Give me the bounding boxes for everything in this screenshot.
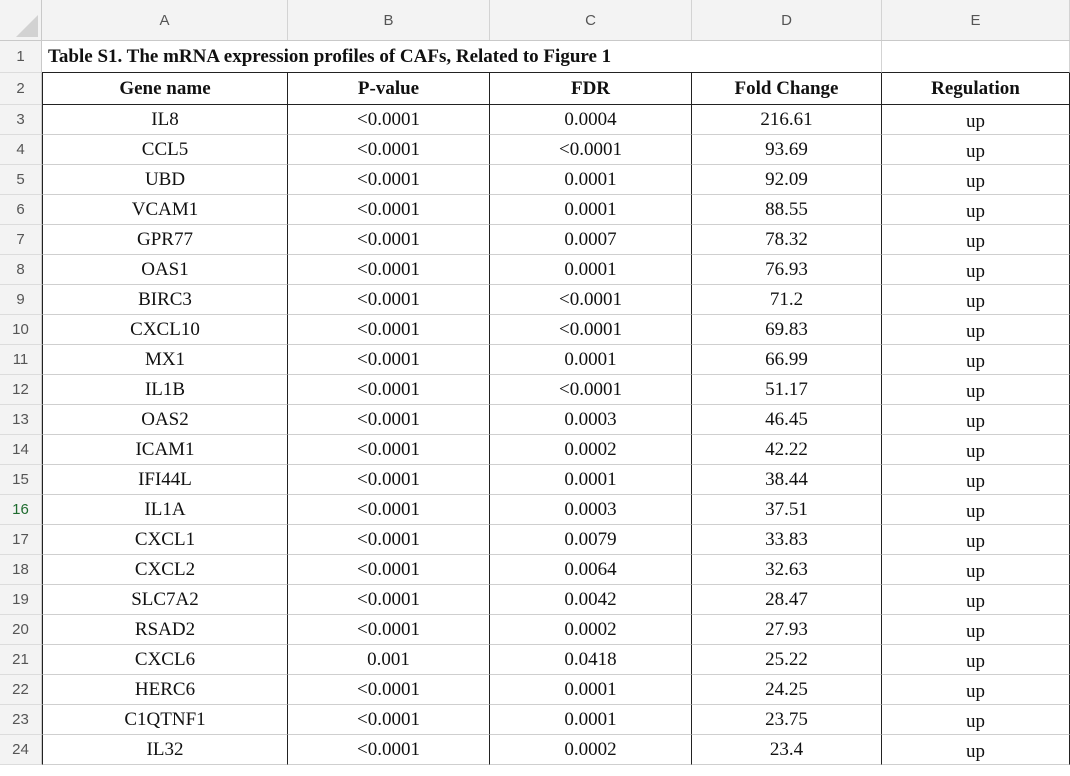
cell-fdr[interactable]: 0.0418 [490,645,692,675]
cell-fold-change[interactable]: 42.22 [692,435,882,465]
cell-p-value[interactable]: <0.0001 [288,195,490,225]
cell-fold-change[interactable]: 24.25 [692,675,882,705]
cell-gene-name[interactable]: UBD [42,165,288,195]
cell-fdr[interactable]: 0.0001 [490,675,692,705]
cell-fold-change[interactable]: 88.55 [692,195,882,225]
table-row [0,165,1070,195]
column-header-d[interactable]: D [692,0,882,40]
cell-fdr[interactable]: 0.0001 [490,345,692,375]
cell-regulation[interactable]: up [882,735,1070,765]
cell-regulation[interactable]: up [882,465,1070,495]
table-row [0,525,1070,555]
row-number[interactable]: 12 [0,375,42,405]
row-number[interactable]: 20 [0,615,42,645]
row-number[interactable]: 1 [0,41,42,73]
cell-p-value[interactable]: <0.0001 [288,585,490,615]
row-number[interactable]: 15 [0,465,42,495]
table-row [0,675,1070,705]
cell-regulation[interactable]: up [882,675,1070,705]
cell-fold-change[interactable]: 23.75 [692,705,882,735]
sheet-row-title [0,41,1070,73]
table-row [0,285,1070,315]
cell-regulation[interactable]: up [882,105,1070,135]
cell-p-value[interactable]: <0.0001 [288,345,490,375]
cell-p-value[interactable]: <0.0001 [288,465,490,495]
table-row [0,555,1070,585]
row-number[interactable]: 6 [0,195,42,225]
cell-gene-name[interactable]: HERC6 [42,675,288,705]
table-row [0,345,1070,375]
row-number[interactable]: 13 [0,405,42,435]
row-number[interactable]: 7 [0,225,42,255]
table-row [0,405,1070,435]
cell-p-value[interactable]: <0.0001 [288,375,490,405]
header-gene-name[interactable]: Gene name [42,73,288,105]
table-row [0,645,1070,675]
cell-fold-change[interactable]: 27.93 [692,615,882,645]
cell-fdr[interactable]: <0.0001 [490,135,692,165]
row-number[interactable]: 18 [0,555,42,585]
cell-regulation[interactable]: up [882,195,1070,225]
cell-fdr[interactable]: <0.0001 [490,315,692,345]
column-header-c[interactable]: C [490,0,692,40]
table-row [0,435,1070,465]
cell-regulation[interactable]: up [882,645,1070,675]
cell-fold-change[interactable]: 66.99 [692,345,882,375]
cell-fold-change[interactable]: 25.22 [692,645,882,675]
table-row [0,465,1070,495]
cell-fold-change[interactable]: 51.17 [692,375,882,405]
cell-fold-change[interactable]: 33.83 [692,525,882,555]
cell-fdr[interactable]: 0.0079 [490,525,692,555]
cell-p-value[interactable]: <0.0001 [288,615,490,645]
cell-regulation[interactable]: up [882,375,1070,405]
row-number[interactable]: 22 [0,675,42,705]
table-row [0,135,1070,165]
cell-gene-name[interactable]: BIRC3 [42,285,288,315]
cell-regulation[interactable]: up [882,585,1070,615]
cell-p-value[interactable]: <0.0001 [288,285,490,315]
cell-fold-change[interactable]: 71.2 [692,285,882,315]
table-row [0,615,1070,645]
row-number[interactable]: 17 [0,525,42,555]
row-number[interactable]: 14 [0,435,42,465]
cell-gene-name[interactable]: CXCL2 [42,555,288,585]
cell-fdr[interactable]: 0.0064 [490,555,692,585]
row-number[interactable]: 19 [0,585,42,615]
table-row [0,705,1070,735]
cell-fold-change[interactable]: 93.69 [692,135,882,165]
cell-p-value[interactable]: <0.0001 [288,255,490,285]
column-header-b[interactable]: B [288,0,490,40]
header-fold-change[interactable]: Fold Change [692,73,882,105]
cell-regulation[interactable]: up [882,555,1070,585]
cell-p-value[interactable]: <0.0001 [288,405,490,435]
row-number[interactable]: 23 [0,705,42,735]
cell-fold-change[interactable]: 76.93 [692,255,882,285]
cell-fdr[interactable]: 0.0001 [490,705,692,735]
cell-gene-name[interactable]: IL1B [42,375,288,405]
cell-fold-change[interactable]: 216.61 [692,105,882,135]
table-row [0,195,1070,225]
cell-fold-change[interactable]: 78.32 [692,225,882,255]
cell-regulation[interactable]: up [882,255,1070,285]
cell-p-value[interactable]: <0.0001 [288,525,490,555]
select-all-corner[interactable] [0,0,42,40]
cell-gene-name[interactable]: ICAM1 [42,435,288,465]
cell-fdr[interactable]: 0.0003 [490,405,692,435]
cell-fdr[interactable]: <0.0001 [490,375,692,405]
cell-regulation[interactable]: up [882,285,1070,315]
cell-p-value[interactable]: <0.0001 [288,435,490,465]
cell-gene-name[interactable]: SLC7A2 [42,585,288,615]
cell-fdr[interactable]: 0.0042 [490,585,692,615]
row-number[interactable]: 11 [0,345,42,375]
cell-fdr[interactable]: 0.0003 [490,495,692,525]
cell-gene-name[interactable]: VCAM1 [42,195,288,225]
cell-fdr[interactable]: 0.0001 [490,465,692,495]
cell-p-value[interactable]: <0.0001 [288,555,490,585]
cell-regulation[interactable]: up [882,495,1070,525]
cell-fdr[interactable]: 0.0001 [490,195,692,225]
row-number[interactable]: 21 [0,645,42,675]
table-title[interactable]: Table S1. The mRNA expression profiles of CAFs, Related to Figure 1 [42,41,882,73]
cell-p-value[interactable]: <0.0001 [288,225,490,255]
cell-fold-change[interactable]: 32.63 [692,555,882,585]
empty-cell[interactable] [882,41,1070,73]
cell-p-value[interactable]: <0.0001 [288,705,490,735]
header-p-value[interactable]: P-value [288,73,490,105]
table-row [0,735,1070,765]
cell-p-value[interactable]: <0.0001 [288,675,490,705]
cell-gene-name[interactable]: CCL5 [42,135,288,165]
cell-regulation[interactable]: up [882,165,1070,195]
cell-p-value[interactable]: <0.0001 [288,105,490,135]
cell-fdr[interactable]: <0.0001 [490,285,692,315]
cell-p-value[interactable]: <0.0001 [288,495,490,525]
cell-gene-name[interactable]: MX1 [42,345,288,375]
cell-gene-name[interactable]: OAS2 [42,405,288,435]
cell-fold-change[interactable]: 23.4 [692,735,882,765]
cell-fold-change[interactable]: 46.45 [692,405,882,435]
cell-fold-change[interactable]: 37.51 [692,495,882,525]
row-number[interactable]: 9 [0,285,42,315]
cell-gene-name[interactable]: CXCL6 [42,645,288,675]
cell-p-value[interactable]: <0.0001 [288,735,490,765]
cell-fold-change[interactable]: 92.09 [692,165,882,195]
row-number[interactable]: 16 [0,495,42,525]
cell-p-value[interactable]: <0.0001 [288,135,490,165]
cell-gene-name[interactable]: CXCL1 [42,525,288,555]
cell-fold-change[interactable]: 38.44 [692,465,882,495]
cell-gene-name[interactable]: CXCL10 [42,315,288,345]
cell-regulation[interactable]: up [882,705,1070,735]
cell-regulation[interactable]: up [882,225,1070,255]
cell-fdr[interactable]: 0.0002 [490,435,692,465]
cell-p-value[interactable]: <0.0001 [288,315,490,345]
cell-gene-name[interactable]: IL8 [42,105,288,135]
table-row [0,105,1070,135]
column-header-e[interactable]: E [882,0,1070,40]
sheet-row-headers [0,73,1070,105]
cell-fdr[interactable]: 0.0002 [490,735,692,765]
cell-p-value[interactable]: 0.001 [288,645,490,675]
cell-regulation[interactable]: up [882,525,1070,555]
cell-gene-name[interactable]: IL1A [42,495,288,525]
cell-regulation[interactable]: up [882,615,1070,645]
cell-regulation[interactable]: up [882,345,1070,375]
cell-gene-name[interactable]: IFI44L [42,465,288,495]
table-row [0,315,1070,345]
cell-fdr[interactable]: 0.0007 [490,225,692,255]
cell-regulation[interactable]: up [882,405,1070,435]
row-number[interactable]: 8 [0,255,42,285]
row-number[interactable]: 5 [0,165,42,195]
table-row [0,255,1070,285]
cell-regulation[interactable]: up [882,315,1070,345]
cell-fdr[interactable]: 0.0001 [490,165,692,195]
cell-p-value[interactable]: <0.0001 [288,165,490,195]
cell-gene-name[interactable]: GPR77 [42,225,288,255]
table-row [0,375,1070,405]
cell-fdr[interactable]: 0.0004 [490,105,692,135]
cell-regulation[interactable]: up [882,435,1070,465]
column-header-a[interactable]: A [42,0,288,40]
table-row [0,585,1070,615]
cell-fold-change[interactable]: 69.83 [692,315,882,345]
row-number[interactable]: 3 [0,105,42,135]
header-regulation[interactable]: Regulation [882,73,1070,105]
table-row [0,495,1070,525]
table-row [0,225,1070,255]
row-number[interactable]: 2 [0,73,42,105]
row-number[interactable]: 24 [0,735,42,765]
cell-fold-change[interactable]: 28.47 [692,585,882,615]
row-number[interactable]: 10 [0,315,42,345]
header-fdr[interactable]: FDR [490,73,692,105]
cell-gene-name[interactable]: C1QTNF1 [42,705,288,735]
cell-fdr[interactable]: 0.0001 [490,255,692,285]
cell-regulation[interactable]: up [882,135,1070,165]
cell-gene-name[interactable]: RSAD2 [42,615,288,645]
cell-fdr[interactable]: 0.0002 [490,615,692,645]
cell-gene-name[interactable]: OAS1 [42,255,288,285]
row-number[interactable]: 4 [0,135,42,165]
cell-gene-name[interactable]: IL32 [42,735,288,765]
column-header-bar [0,0,1070,41]
